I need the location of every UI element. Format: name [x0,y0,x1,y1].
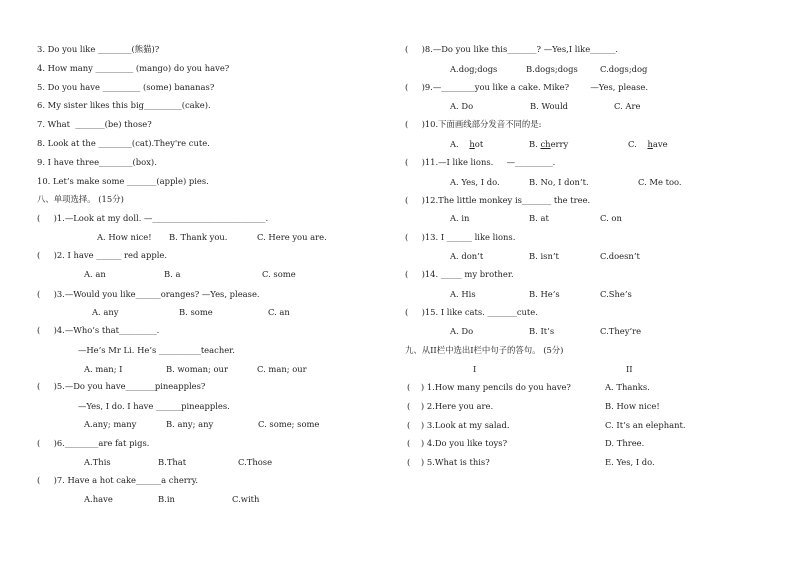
answer-option: A.any; many [84,419,137,429]
answer-option: C.doesn’t [600,251,640,261]
underlined-letters: h [647,139,653,149]
answer-option: B. isn’t [529,251,559,261]
question-stem-line2: —He’s Mr Li. He’s __________teacher. [78,345,235,355]
answer-option: B. He’s [529,289,560,299]
answer-option: A. an [84,269,106,279]
answer-option: C. Here you are. [257,232,327,242]
answer-option: A. man; I [84,364,123,374]
question-stem: ( )2. I have ______ red apple. [37,250,167,260]
match-question: ( ) 5.What is this? [407,457,490,467]
option-letter: A. [450,139,459,149]
answer-option: C. Are [614,101,641,111]
answer-option: A. His [450,289,476,299]
answer-option: B. any; any [166,419,214,429]
answer-option [628,139,668,149]
question-stem: ( )4.—Who’s that_________. [37,325,160,335]
fill-blank-item: 5. Do you have _________ (some) bananas? [37,82,215,92]
answer-option: C. Me too. [638,177,682,187]
answer-option: C. some; some [258,419,320,429]
fill-blank-item: 4. How many _________ (mango) do you have? [37,63,230,73]
underlined-letters: h [469,139,475,149]
question-stem: ( )14. _____ my brother. [405,269,514,279]
answer-option: A. Yes, I do. [450,177,500,187]
answer-option: B. Would [530,101,568,111]
answer-option: B. woman; our [166,364,228,374]
word-rest: ot [474,139,484,149]
column-header-ii: II [626,364,633,374]
match-question: ( ) 2.Here you are. [407,401,494,411]
question-stem: ( )15. I like cats. _______cute. [405,307,538,317]
match-answer: B. How nice! [605,401,660,411]
match-question: ( ) 1.How many pencils do you have? [407,382,571,392]
answer-option: C. man; our [257,364,307,374]
answer-option: C. some [262,269,296,279]
answer-option: B.in [158,494,175,504]
match-answer: D. Three. [605,438,645,448]
answer-option: C.with [232,494,260,504]
answer-option: C.They’re [600,326,642,336]
answer-option: C. an [268,307,290,317]
underlined-letters: ch [540,139,551,149]
answer-option: B. It’s [529,326,555,336]
answer-option: B. some [179,307,213,317]
answer-option: A. How nice! [97,232,152,242]
fill-blank-item: 8. Look at the ________(cat).They're cute. [37,138,210,148]
match-answer: A. Thanks. [605,382,650,392]
question-stem: ( )6.________are fat pigs. [37,438,150,448]
match-question: ( ) 4.Do you like toys? [407,438,508,448]
match-question: ( ) 3.Look at my salad. [407,420,510,430]
match-answer: C. It’s an elephant. [605,420,686,430]
option-letter: C. [628,139,637,149]
match-answer: E. Yes, I do. [605,457,655,467]
answer-option: A.This [84,457,111,467]
answer-option: B. No, I don’t. [529,177,589,187]
answer-option: A. any [92,307,119,317]
section-8-title: 八、单项选择。 (15分) [37,194,124,204]
answer-option: C.She’s [600,289,632,299]
answer-option: A. Do [450,101,474,111]
section-9-title: 九、从II栏中选出I栏中句子的答句。 (5分) [405,345,564,355]
option-letter: B. [529,139,541,149]
question-stem: ( )13. I ______ like lions. [405,232,516,242]
answer-option: B. Thank you. [169,232,228,242]
answer-option: A.dog;dogs [450,64,498,74]
fill-blank-item: 10. Let’s make some _______(apple) pies. [37,176,209,186]
question-stem: ( )7. Have a hot cake______a cherry. [37,475,199,485]
fill-blank-item: 9. I have three________(box). [37,157,157,167]
question-stem: ( )5.—Do you have_______pineapples? [37,381,206,391]
fill-blank-item: 6. My sister likes this big_________(cake). [37,100,211,110]
word-rest: ave [652,139,668,149]
answer-option: B. a [164,269,181,279]
answer-option: A. don’t [450,251,484,261]
answer-option: A.have [84,494,113,504]
question-stem: ( )10.下面画线部分发音不同的是: [405,119,542,129]
word-rest: erry [550,139,569,149]
answer-option: B.dogs;dogs [526,64,578,74]
answer-option [450,139,483,149]
fill-blank-item: 7. What _______(be) those? [37,119,152,129]
question-stem: ( )9.—________you like a cake. Mike? —Yes, please. [405,82,649,92]
answer-option: A. Do [450,326,474,336]
answer-option: B. at [529,213,549,223]
column-header-i: I [473,364,477,374]
answer-option: B.That [158,457,187,467]
answer-option: C.dogs;dog [600,64,648,74]
question-stem-line2: —Yes, I do. I have ______pineapples. [78,401,230,411]
question-stem: ( )11.—I like lions. —_________. [405,157,556,167]
answer-option: C.Those [238,457,273,467]
fill-blank-item: 3. Do you like ________(熊猫)? [37,44,160,54]
answer-option: C. on [600,213,622,223]
question-stem: ( )1.—Look at my doll. —___________________________. [37,213,269,223]
question-stem: ( )8.—Do you like this_______? —Yes,I like______. [405,44,618,54]
answer-option [529,139,568,149]
question-stem: ( )12.The little monkey is_______ the tree. [405,195,591,205]
answer-option: A. in [450,213,470,223]
question-stem: ( )3.—Would you like______oranges? —Yes, please. [37,289,260,299]
